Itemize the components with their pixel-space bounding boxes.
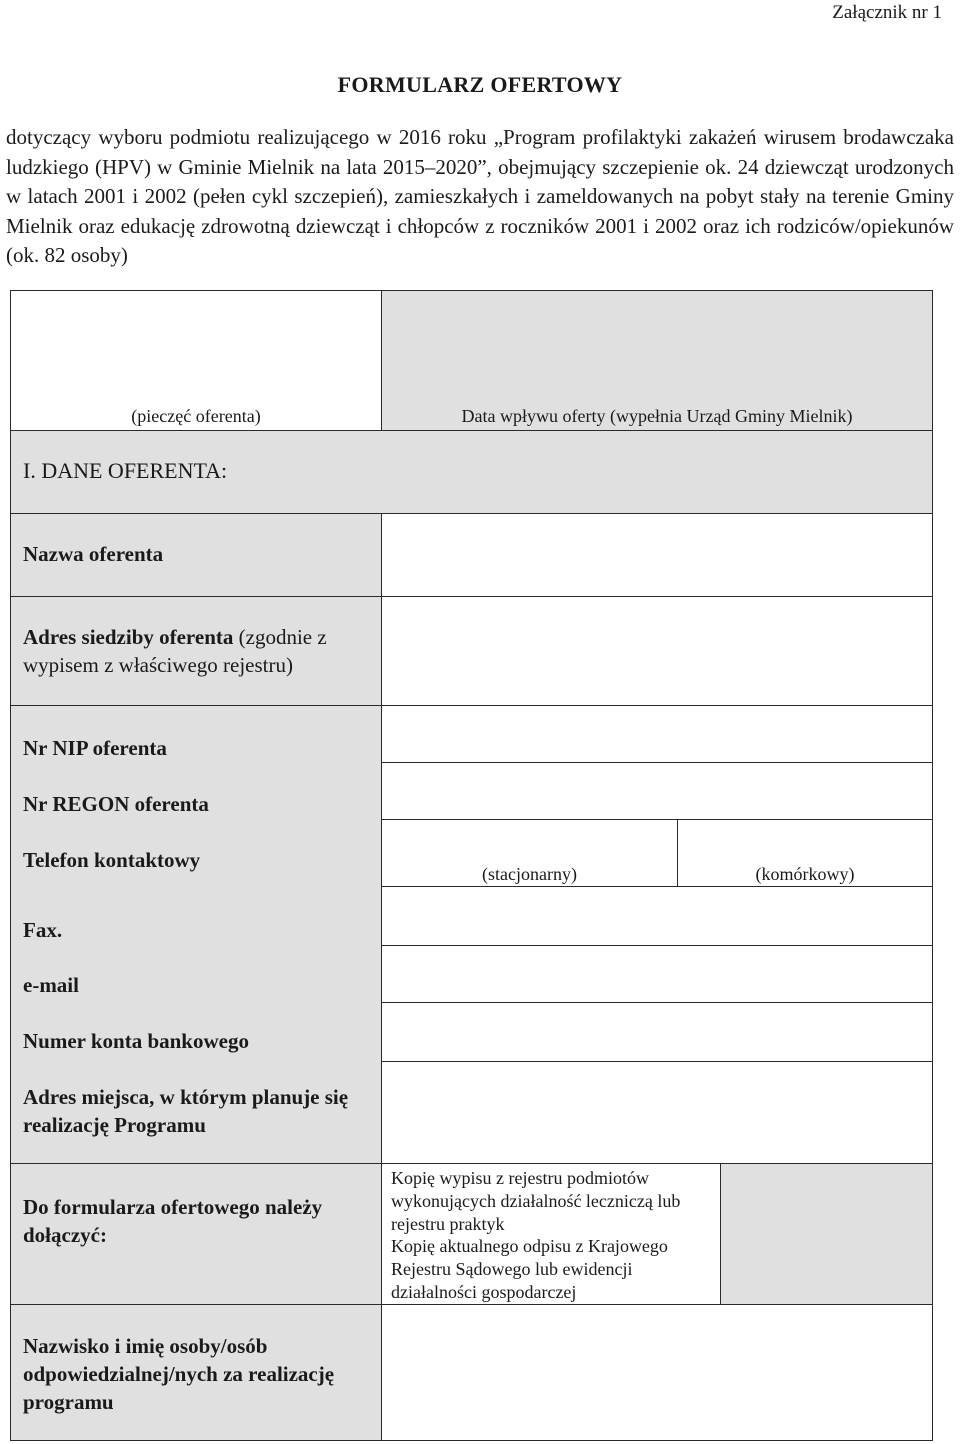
email-field[interactable] [381, 945, 933, 1003]
offeror-address-label-bold: Adres siedziby oferenta [23, 625, 234, 649]
regon-label: Nr REGON oferenta [23, 792, 209, 816]
offeror-name-label: Nazwa oferenta [23, 542, 164, 566]
fax-field[interactable] [381, 886, 933, 946]
bank-account-field[interactable] [381, 1002, 933, 1062]
offeror-stamp-caption: (pieczęć oferenta) [131, 406, 261, 426]
receipt-date-caption: Data wpływu oferty (wypełnia Urząd Gminy Mielnik) [461, 406, 853, 426]
attachment-doc-1: Kopię wypisu z rejestru podmiotów wykonujących działalność leczniczą lub rejestru praktyk [391, 1168, 681, 1234]
attachments-label: Do formularza ofertowego należy dołączyć: [23, 1195, 323, 1247]
bank-account-label: Numer konta bankowego [23, 1029, 249, 1053]
form-title: FORMULARZ OFERTOWY [337, 72, 623, 97]
form-intro: dotyczący wyboru podmiotu realizującego w 2016 roku „Program profilaktyki zakażeń wirusem brodawczaka ludzkiego (HPV) w Gminie Mielnik na lata 2015–2020”, obejmujący szczepienie ok. 24 dziewcząt urodzonych w latach 2001 i 2002 (pełen cykl szczepień), zamieszkałych i zameldowanych na pobyt stały na terenie Gminy Mielnik oraz edukację zdrowotną dziewcząt i chłopców z roczników 2001 i 2002 oraz ich rodziców/opiekunów (ok. 82 osoby) [6, 125, 954, 267]
program-place-field[interactable] [381, 1061, 933, 1164]
section-heading: I. DANE OFERENTA: [23, 458, 228, 483]
phone-label: Telefon kontaktowy [23, 848, 201, 872]
phone-landline-caption: (stacjonarny) [482, 864, 577, 884]
nip-field[interactable] [381, 705, 933, 763]
offeror-address-field[interactable] [381, 596, 933, 706]
phone-mobile-caption: (komórkowy) [755, 864, 855, 884]
offeror-name-field[interactable] [381, 513, 933, 597]
offeror-address-label [23, 623, 373, 679]
responsible-person-field[interactable] [381, 1304, 933, 1441]
nip-label: Nr NIP oferenta [23, 736, 167, 760]
responsible-person-label: Nazwisko i imię osoby/osób odpowiedzialnej/nych za realizację programu [23, 1334, 335, 1414]
attachment-doc-2: Kopię aktualnego odpisu z Krajowego Rejestru Sądowego lub ewidencji działalności gospodarczej [391, 1236, 668, 1302]
program-place-label: Adres miejsca, w którym planuje się realizację Programu [23, 1085, 349, 1137]
attachments-check-cell[interactable] [720, 1163, 933, 1305]
fax-label: Fax. [23, 918, 63, 942]
offeror-address-label-note: (zgodnie z wypisem z właściwego rejestru) [23, 625, 327, 677]
attachment-number: Załącznik nr 1 [832, 2, 942, 23]
email-label: e-mail [23, 973, 79, 997]
regon-field[interactable] [381, 762, 933, 820]
